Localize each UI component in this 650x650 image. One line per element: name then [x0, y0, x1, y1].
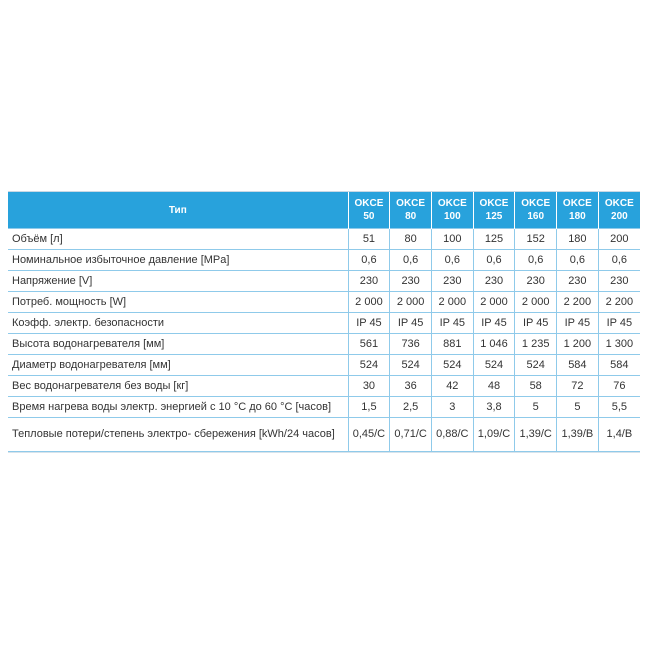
row-value-cell: 584: [557, 355, 599, 376]
row-value-cell: 230: [473, 271, 515, 292]
row-value-cell: IP 45: [390, 313, 432, 334]
model-line1: OKCE: [521, 198, 551, 209]
model-line2: 50: [363, 211, 375, 222]
row-value-cell: 36: [390, 376, 432, 397]
row-value-cell: IP 45: [598, 313, 640, 334]
row-value-cell: 524: [515, 355, 557, 376]
row-parameter-name: Диаметр водонагревателя [мм]: [8, 355, 348, 376]
model-line2: 125: [485, 211, 503, 222]
column-header-model: [598, 192, 640, 229]
row-value-cell: 125: [473, 229, 515, 250]
row-value-cell: 3: [431, 397, 473, 418]
row-value-cell: 2,5: [390, 397, 432, 418]
table-row: [8, 250, 640, 271]
row-value-cell: 5: [557, 397, 599, 418]
row-value-cell: 2 200: [557, 292, 599, 313]
row-value-cell: 230: [557, 271, 599, 292]
row-value-cell: 0,6: [473, 250, 515, 271]
row-value-cell: 0,6: [557, 250, 599, 271]
row-value-cell: 524: [390, 355, 432, 376]
row-value-cell: 48: [473, 376, 515, 397]
row-value-cell: 0,88/C: [431, 418, 473, 452]
row-parameter-name: Время нагрева воды электр. энергией с 10 °C до 60 °C [часов]: [8, 397, 348, 418]
row-value-cell: IP 45: [431, 313, 473, 334]
row-value-cell: 5: [515, 397, 557, 418]
row-value-cell: 584: [598, 355, 640, 376]
table-row: [8, 292, 640, 313]
row-value-cell: 2 000: [473, 292, 515, 313]
model-line1: OKCE: [437, 198, 467, 209]
row-value-cell: 230: [348, 271, 390, 292]
model-line1: OKCE: [479, 198, 509, 209]
row-value-cell: 230: [515, 271, 557, 292]
column-header-model: [557, 192, 599, 229]
model-line2: 180: [569, 211, 586, 222]
row-parameter-name: Объём [л]: [8, 229, 348, 250]
row-parameter-name: Напряжение [V]: [8, 271, 348, 292]
row-parameter-name: Коэфф. электр. безопасности: [8, 313, 348, 334]
column-header-model: [390, 192, 432, 229]
table-row: [8, 355, 640, 376]
row-value-cell: 180: [557, 229, 599, 250]
row-value-cell: 524: [431, 355, 473, 376]
row-value-cell: 524: [473, 355, 515, 376]
row-value-cell: 1,39/B: [557, 418, 599, 452]
row-value-cell: 1,09/C: [473, 418, 515, 452]
row-value-cell: 0,6: [348, 250, 390, 271]
model-line1: OKCE: [604, 198, 634, 209]
table-row: [8, 334, 640, 355]
row-value-cell: 1,4/B: [598, 418, 640, 452]
row-value-cell: 2 000: [431, 292, 473, 313]
row-value-cell: 1 046: [473, 334, 515, 355]
row-value-cell: IP 45: [348, 313, 390, 334]
row-value-cell: IP 45: [557, 313, 599, 334]
row-value-cell: 3,8: [473, 397, 515, 418]
row-value-cell: 42: [431, 376, 473, 397]
row-value-cell: 2 000: [348, 292, 390, 313]
table-row: [8, 313, 640, 334]
bottom-divider: [8, 452, 640, 453]
row-value-cell: IP 45: [473, 313, 515, 334]
row-value-cell: 100: [431, 229, 473, 250]
column-header-type: Тип: [8, 192, 348, 229]
header-row: [8, 192, 640, 229]
row-value-cell: 1,5: [348, 397, 390, 418]
row-value-cell: 152: [515, 229, 557, 250]
row-parameter-name: Вес водонагревателя без воды [кг]: [8, 376, 348, 397]
model-line1: OKCE: [562, 198, 592, 209]
row-value-cell: 1 200: [557, 334, 599, 355]
table-row: [8, 229, 640, 250]
row-value-cell: 230: [390, 271, 432, 292]
model-line1: OKCE: [354, 198, 384, 209]
row-parameter-name: Тепловые потери/степень электро- сбережения [kWh/24 часов]: [8, 418, 348, 452]
row-value-cell: 1,39/C: [515, 418, 557, 452]
row-value-cell: 0,71/C: [390, 418, 432, 452]
spec-sheet: [8, 191, 640, 453]
row-value-cell: 51: [348, 229, 390, 250]
row-value-cell: 561: [348, 334, 390, 355]
row-value-cell: 2 200: [598, 292, 640, 313]
row-value-cell: IP 45: [515, 313, 557, 334]
row-value-cell: 72: [557, 376, 599, 397]
model-line2: 80: [405, 211, 417, 222]
row-value-cell: 0,6: [598, 250, 640, 271]
spec-table-body: [8, 229, 640, 452]
row-value-cell: 881: [431, 334, 473, 355]
row-value-cell: 0,6: [390, 250, 432, 271]
row-parameter-name: Номинальное избыточное давление [MPa]: [8, 250, 348, 271]
row-value-cell: 0,45/C: [348, 418, 390, 452]
row-value-cell: 524: [348, 355, 390, 376]
table-row: [8, 376, 640, 397]
table-row: [8, 397, 640, 418]
model-line2: 200: [611, 211, 628, 222]
row-value-cell: 2 000: [390, 292, 432, 313]
row-value-cell: 30: [348, 376, 390, 397]
row-value-cell: 5,5: [598, 397, 640, 418]
row-parameter-name: Высота водонагревателя [мм]: [8, 334, 348, 355]
row-value-cell: 230: [598, 271, 640, 292]
row-value-cell: 0,6: [515, 250, 557, 271]
row-value-cell: 76: [598, 376, 640, 397]
row-value-cell: 736: [390, 334, 432, 355]
row-value-cell: 2 000: [515, 292, 557, 313]
column-header-model: [515, 192, 557, 229]
model-line2: 160: [527, 211, 545, 222]
model-line2: 100: [443, 211, 461, 222]
table-row: [8, 271, 640, 292]
row-value-cell: 0,6: [431, 250, 473, 271]
column-header-model: [473, 192, 515, 229]
spec-table: [8, 192, 640, 452]
row-parameter-name: Потреб. мощность [W]: [8, 292, 348, 313]
row-value-cell: 230: [431, 271, 473, 292]
row-value-cell: 58: [515, 376, 557, 397]
column-header-model: [348, 192, 390, 229]
row-value-cell: 1 300: [598, 334, 640, 355]
table-row: [8, 418, 640, 452]
row-value-cell: 1 235: [515, 334, 557, 355]
row-value-cell: 80: [390, 229, 432, 250]
column-header-model: [431, 192, 473, 229]
row-value-cell: 200: [598, 229, 640, 250]
model-line1: OKCE: [396, 198, 426, 209]
